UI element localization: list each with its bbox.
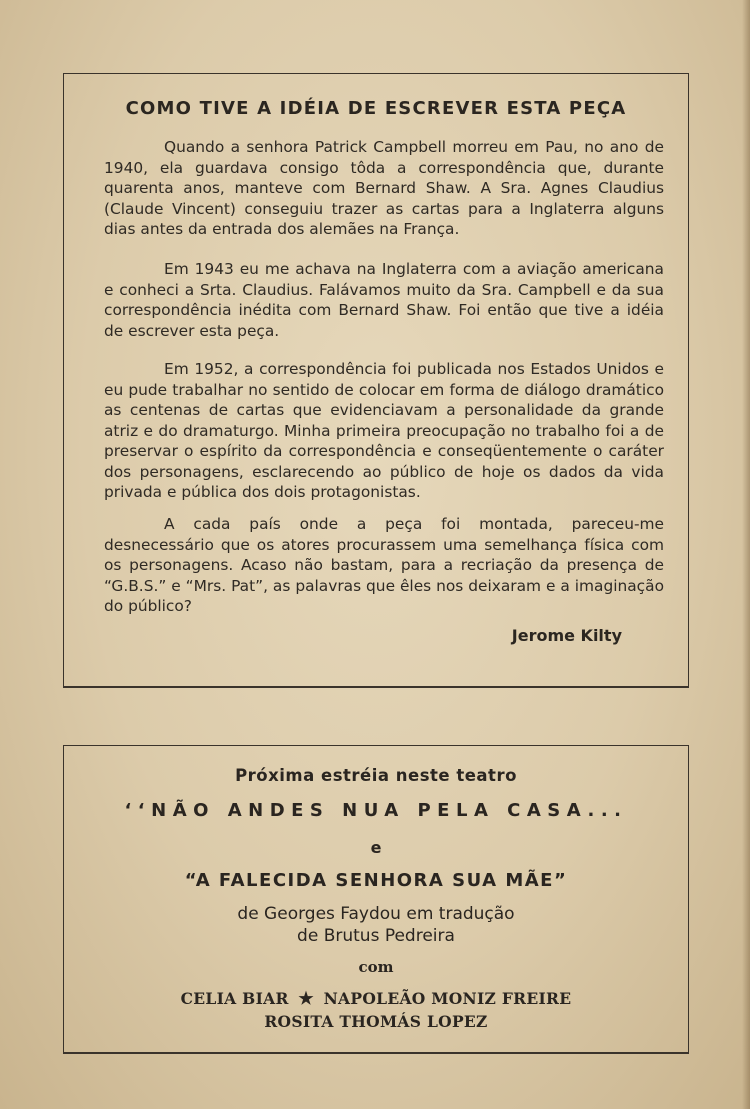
- cast-line-1: [64, 989, 688, 1009]
- article-paragraph-1: Quando a senhora Patrick Campbell morreu em Pau, no ano de 1940, ela guardava consigo tôda a correspondência que, durante quarenta anos, manteve com Bernard Shaw. A Sra. Agnes Claudius (Claude Vincent) conseguiu trazer as cartas para a Inglaterra alguns dias antes da entrada dos alemães na França.: [104, 138, 664, 238]
- article-paragraph-3: Em 1952, a correspondência foi publicada nos Estados Unidos e eu pude trabalhar no sentido de colocar em forma de diálogo dramático as centenas de cartas que evidenciavam a personalidade da grande atriz e do dramaturgo. Minha primeira preocupação no trabalho foi a de preservar o espírito da correspondência e conseqüentemente o caráter dos personagens, esclarecendo ao público de hoje os dados da vida privada e pública dos dois protagonistas.: [104, 360, 664, 501]
- credit-line-1: de Georges Faydou em tradução: [237, 904, 515, 924]
- announcement-box: [63, 745, 689, 1054]
- cast-line-2: ROSITA THOMÁS LOPEZ: [264, 1012, 488, 1031]
- page-edge-shadow: [742, 0, 750, 1109]
- article-paragraph-4: A cada país onde a peça foi montada, pareceu-me desnecessário que os atores procurassem uma semelhança física com os personagens. Acaso não bastam, para a recriação da presença de “G.B.S.” e “Mrs. Pat”, as palavras que êles nos deixaram e a imaginação do público?: [104, 515, 664, 615]
- com-text: com: [358, 958, 394, 976]
- play-title-1: ‘‘NÃO ANDES NUA PELA CASA...: [124, 800, 628, 821]
- article-box: [63, 73, 689, 688]
- connector-text: e: [370, 838, 382, 857]
- play-title-2: “A FALECIDA SENHORA SUA MÃE”: [184, 870, 568, 891]
- article-paragraph-2: Em 1943 eu me achava na Inglaterra com a aviação americana e conheci a Srta. Claudius. Falávamos muito da Sra. Campbell e da sua correspondência inédita com Bernard Shaw. Foi então que tive a idéia de escrever esta peça.: [104, 260, 664, 340]
- star-icon: ★: [298, 989, 314, 1009]
- cast-name-2: NAPOLEÃO MONIZ FREIRE: [323, 989, 572, 1008]
- cast-name-1: CELIA BIAR: [180, 989, 289, 1008]
- article-title: COMO TIVE A IDÉIA DE ESCREVER ESTA PEÇA: [125, 98, 627, 119]
- author-signature: Jerome Kilty: [511, 626, 622, 645]
- credit-line-2: de Brutus Pedreira: [297, 926, 455, 946]
- announcement-label: Próxima estréia neste teatro: [235, 766, 517, 785]
